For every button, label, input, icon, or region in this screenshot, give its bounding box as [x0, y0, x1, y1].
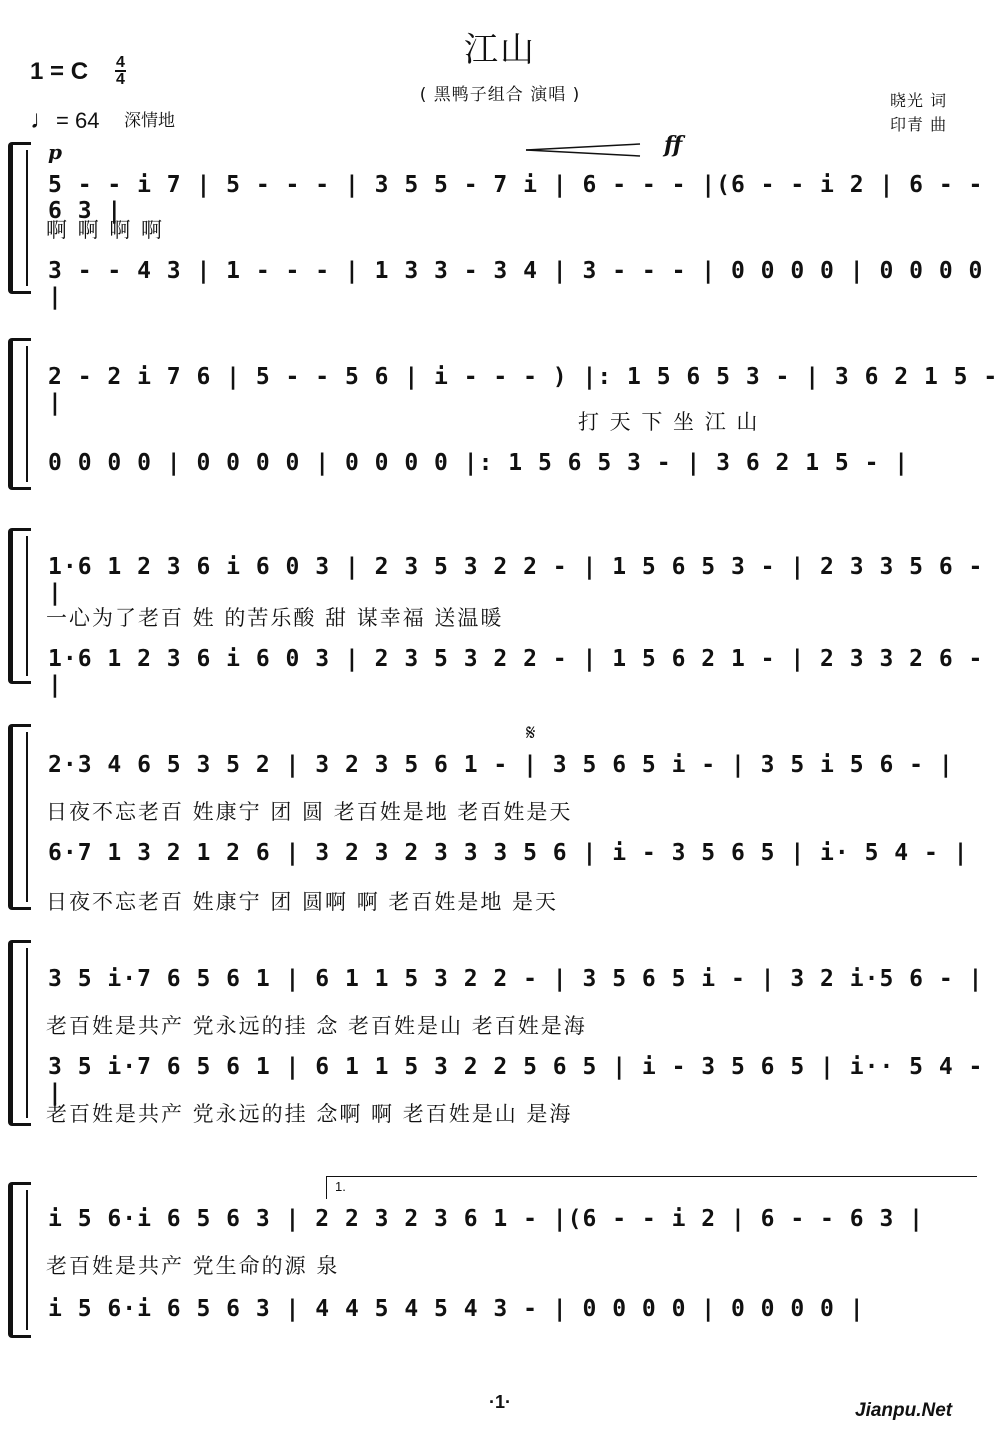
lyrics-line: 打 天 下 坐 江 山 [578, 410, 760, 434]
system-brace-icon [8, 142, 24, 294]
system-barline [26, 536, 28, 676]
volta-number: 1. [335, 1179, 346, 1194]
performer-note: ( 黑鸭子组合 演唱 ) [419, 85, 581, 105]
system-barline [26, 948, 28, 1118]
crescendo-hairpin-icon [524, 140, 644, 160]
expression-marking: 深情地 [124, 111, 175, 131]
lyrics-line: 日夜不忘老百 姓康宁 团 圆啊 啊 老百姓是地 是天 [46, 890, 559, 914]
system-brace-icon [8, 338, 24, 490]
system-brace-icon [8, 528, 24, 684]
upper-voice-line: 3 5 i·7 6 5 6 1 | 6 1 1 5 3 2 2 - | 3 5 6 5 i - | 3 2 i·5 6 - | [48, 966, 984, 992]
lower-voice-line: i 5 6·i 6 5 6 3 | 4 4 5 4 5 4 3 - | 0 0 0 0 | 0 0 0 0 | [48, 1296, 865, 1322]
lower-voice-line: 3 - - 4 3 | 1 - - - | 1 3 3 - 3 4 | 3 - - - | 0 0 0 0 | 0 0 0 0 | [48, 258, 984, 310]
tempo-marking [30, 104, 99, 135]
key-signature: 1 = C [30, 58, 89, 85]
lower-voice-line: 3 5 i·7 6 5 6 1 | 6 1 1 5 3 2 2 5 6 5 | i - 3 5 6 5 | i·· 5 4 - | [48, 1054, 984, 1106]
lyrics-line: 日夜不忘老百 姓康宁 团 圆 老百姓是地 老百姓是天 [46, 800, 573, 824]
dynamic-fortissimo: ff [664, 132, 683, 158]
system-brace-icon [8, 940, 24, 1126]
page-number: ·1· [489, 1392, 511, 1412]
upper-voice-line: 5 - - i 7 | 5 - - - | 3 5 5 - 7 i | 6 - - - |(6 - - i 2 | 6 - - 6 3 | [48, 172, 984, 224]
lyricist-credit: 晓光 词 [890, 91, 948, 110]
system-barline [26, 346, 28, 482]
lower-voice-line: 6·7 1 3 2 1 2 6 | 3 2 3 2 3 3 3 5 6 | i - 3 5 6 5 | i· 5 4 - | [48, 840, 969, 866]
time-signature [116, 54, 125, 88]
lyrics-line: 老百姓是共产 党永远的挂 念啊 啊 老百姓是山 是海 [46, 1102, 573, 1126]
site-watermark: Jianpu.Net [855, 1400, 953, 1421]
first-ending-bracket [326, 1176, 977, 1199]
time-signature-bottom: 4 [116, 71, 125, 88]
lyrics-line: 啊 啊 啊 啊 [46, 218, 165, 242]
system-brace-icon [8, 1182, 24, 1338]
lower-voice-line: 1·6 1 2 3 6 i 6 0 3 | 2 3 5 3 2 2 - | 1 5 6 2 1 - | 2 3 3 2 6 - | [48, 646, 984, 698]
upper-voice-line: 2 - 2 i 7 6 | 5 - - 5 6 | i - - - ) |: 1 5 6 5 3 - | 3 6 2 1 5 - | [48, 364, 999, 416]
system-barline [26, 150, 28, 286]
system-barline [26, 1190, 28, 1330]
lyrics-line: 老百姓是共产 党永远的挂 念 老百姓是山 老百姓是海 [46, 1014, 587, 1038]
system-brace-icon [8, 724, 24, 910]
dynamic-piano: p [48, 140, 62, 164]
lyrics-line: 老百姓是共产 党生命的源 泉 [46, 1254, 340, 1278]
time-signature-top: 4 [116, 54, 125, 71]
upper-voice-line: 2·3 4 6 5 3 5 2 | 3 2 3 5 6 1 - | 3 5 6 5 i - | 3 5 i 5 6 - | [48, 752, 954, 778]
segno-sign-icon: 𝄋 [526, 720, 536, 745]
song-title: 江山 [464, 30, 536, 70]
system-barline [26, 732, 28, 902]
upper-voice-line: i 5 6·i 6 5 6 3 | 2 2 3 2 3 6 1 - |(6 - - i 2 | 6 - - 6 3 | [48, 1206, 924, 1232]
quarter-note-icon: ♩ [30, 104, 56, 134]
upper-voice-line: 1·6 1 2 3 6 i 6 0 3 | 2 3 5 3 2 2 - | 1 5 6 5 3 - | 2 3 3 5 6 - | [48, 554, 984, 606]
lower-voice-line: 0 0 0 0 | 0 0 0 0 | 0 0 0 0 |: 1 5 6 5 3 - | 3 6 2 1 5 - | [48, 450, 910, 476]
composer-credit: 印青 曲 [890, 115, 948, 134]
tempo-value: = 64 [56, 108, 100, 133]
lyrics-line: 一心为了老百 姓 的苦乐酸 甜 谋幸福 送温暖 [46, 606, 504, 630]
